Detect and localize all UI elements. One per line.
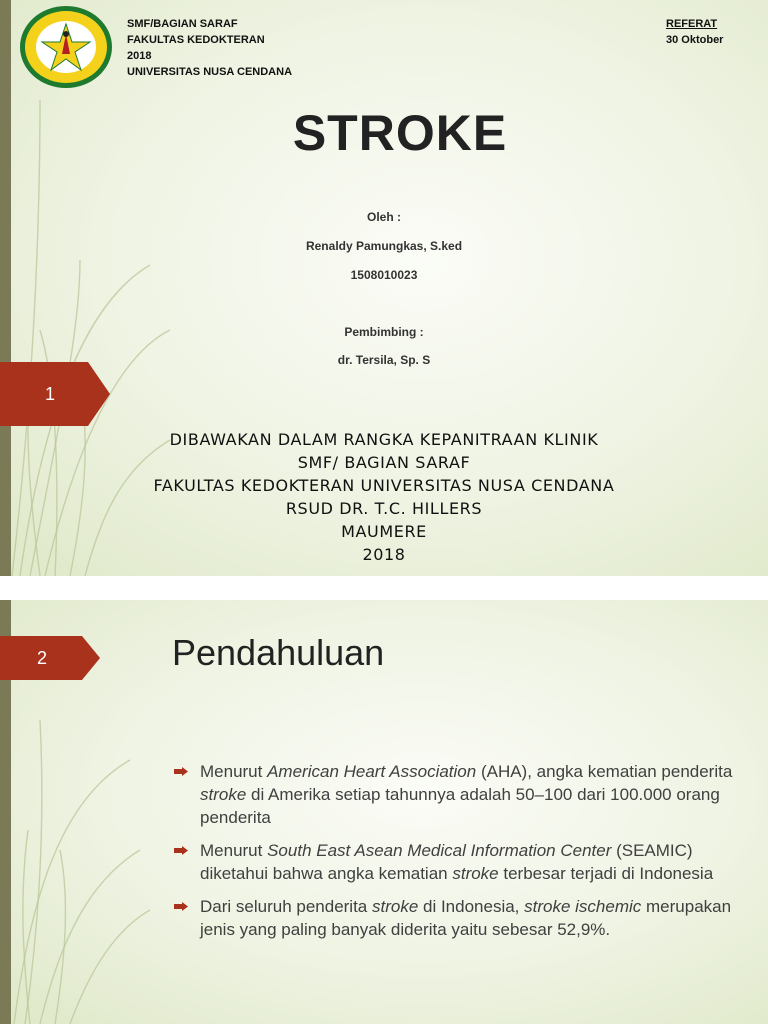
bullet-arrow-icon — [174, 902, 188, 911]
institution-line: 2018 — [127, 50, 152, 62]
footer-line: FAKULTAS KEDOKTERAN UNIVERSITAS NUSA CENDANA — [153, 476, 615, 495]
footer-line: RSUD DR. T.C. HILLERS — [285, 499, 483, 518]
slide-number-tag — [0, 362, 112, 426]
italic-term: stroke — [371, 897, 419, 916]
bullet-text: di Amerika setiap tahunnya adalah 50–100 dari 100.000 orang penderita — [200, 785, 720, 827]
doc-type: REFERAT — [666, 18, 718, 30]
bullet-text: (SEAMIC) diketahui bahwa angka kematian — [200, 841, 693, 883]
italic-term: stroke — [200, 785, 247, 804]
italic-term: stroke ischemic — [524, 897, 642, 916]
bullet-list — [174, 760, 734, 951]
institution-line: FAKULTAS KEDOKTERAN — [127, 34, 265, 46]
doc-date: 30 Oktober — [666, 34, 724, 46]
slide-number: 2 — [36, 647, 47, 668]
author-name: Renaldy Pamungkas, S.ked — [305, 239, 463, 253]
institution-line: UNIVERSITAS NUSA CENDANA — [127, 66, 293, 78]
university-logo-icon — [18, 4, 114, 90]
bullet-text: di Indonesia, — [418, 897, 525, 916]
bullet-item — [174, 839, 734, 885]
institution-line: SMF/BAGIAN SARAF — [127, 18, 238, 30]
slide-number: 1 — [44, 383, 55, 404]
author-label: Oleh : — [366, 210, 401, 224]
bullet-text: Menurut — [200, 841, 268, 860]
advisor-label: Pembimbing : — [344, 325, 424, 339]
footer-line: MAUMERE — [341, 522, 427, 541]
slide-gap — [0, 576, 768, 600]
bullet-text: Dari seluruh penderita — [200, 897, 372, 916]
bullet-item — [174, 895, 734, 941]
italic-term: South East Asean Medical Information Center — [267, 841, 612, 860]
footer-line: 2018 — [362, 545, 406, 564]
bullet-text: (AHA), angka kematian penderita — [476, 762, 733, 781]
section-heading: Pendahuluan — [172, 632, 385, 673]
slide-number-tag — [0, 636, 102, 680]
slide-2 — [0, 600, 768, 1024]
advisor-name: dr. Tersila, Sp. S — [337, 353, 431, 367]
author-id: 1508010023 — [350, 268, 418, 282]
institution-block — [127, 16, 292, 80]
italic-term: American Heart Association — [267, 762, 477, 781]
bullet-text: Menurut — [200, 762, 268, 781]
footer-line: SMF/ BAGIAN SARAF — [297, 453, 471, 472]
footer-block — [0, 428, 768, 566]
bullet-text: merupakan jenis yang paling banyak diderita yaitu sebesar 52,9%. — [200, 897, 732, 939]
bullet-arrow-icon — [174, 767, 188, 776]
bullet-item — [174, 760, 734, 829]
bullet-text: terbesar terjadi di Indonesia — [498, 864, 714, 883]
referat-block — [666, 16, 723, 48]
footer-line: DIBAWAKAN DALAM RANGKA KEPANITRAAN KLINIK — [169, 430, 599, 449]
italic-term: stroke — [452, 864, 499, 883]
slide-title: STROKE — [292, 105, 508, 161]
bullet-arrow-icon — [174, 846, 188, 855]
